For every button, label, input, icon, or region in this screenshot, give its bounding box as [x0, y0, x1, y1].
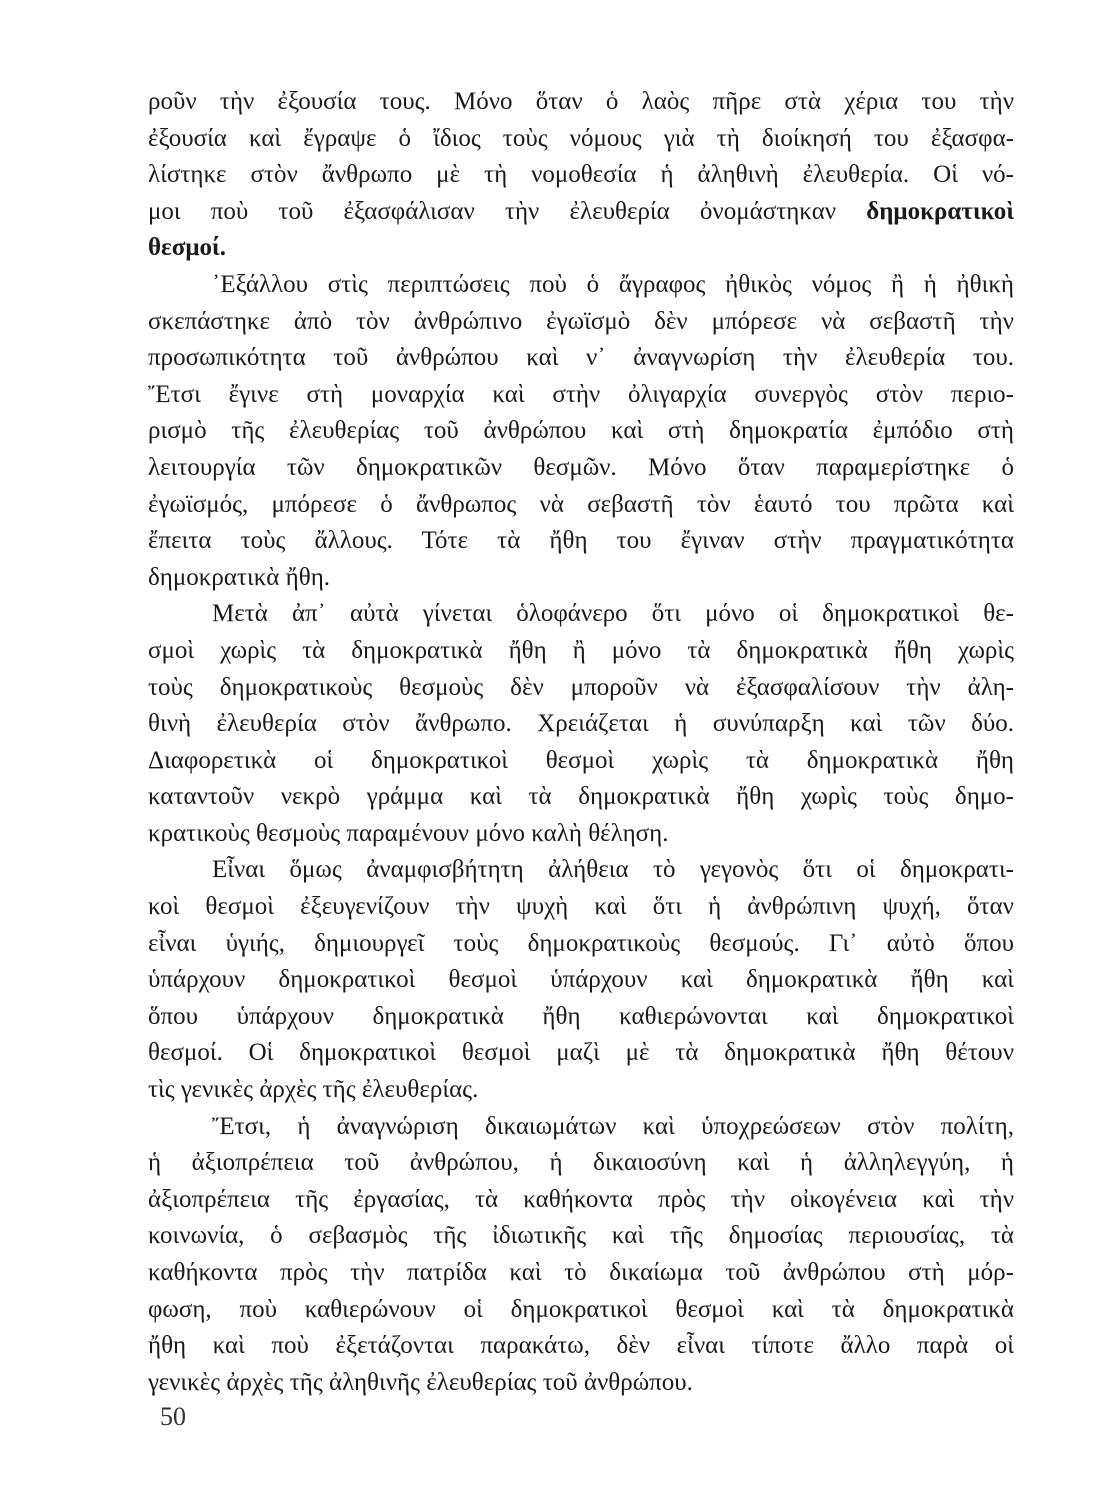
line-text: Διαφορετικὰ οἱ δημοκρατικοὶ θεσμοὶ χωρὶς τὰ δημοκρατικὰ ἤθη	[148, 746, 1014, 774]
line-text: φωση, ποὺ καθιερώνουν οἱ δημοκρατικοὶ θεσμοὶ καὶ τὰ δημοκρατικὰ	[148, 1295, 1014, 1323]
line-text: ᾿Εξάλλου στὶς περιπτώσεις ποὺ ὁ ἄγραφος ἠθικὸς νόμος ἢ ἡ ἠθικὴ	[212, 270, 1014, 298]
text-line	[148, 1365, 1014, 1402]
line-text: λειτουργία τῶν δημοκρατικῶν θεσμῶν. Μόνο ὅταν παραμερίστηκε ὁ	[148, 453, 1014, 481]
line-text: λίστηκε στὸν ἄνθρωπο μὲ τὴ νομοθεσία ἡ ἀληθινὴ ἐλευθερία. Οἱ νό-	[148, 161, 1014, 189]
page-body	[148, 84, 1014, 1401]
line-text: ἤθη καὶ ποὺ ἐξετάζονται παρακάτω, δὲν εἶναι τίποτε ἄλλο παρὰ οἱ	[148, 1332, 1014, 1360]
paragraph	[148, 1109, 1014, 1402]
line-text: Εἶναι ὅμως ἀναμφισβήτητη ἀλήθεια τὸ γεγονὸς ὅτι οἱ δημοκρατι-	[212, 856, 1014, 884]
text-line	[148, 84, 1014, 121]
line-text: ἡ ἀξιοπρέπεια τοῦ ἀνθρώπου, ἡ δικαιοσύνη καὶ ἡ ἀλληλεγγύη, ἡ	[148, 1149, 1014, 1177]
page-number: 50	[160, 1402, 186, 1431]
text-line	[148, 962, 1014, 999]
text-line	[148, 889, 1014, 926]
text-line	[148, 1109, 1014, 1146]
text-line	[148, 340, 1014, 377]
text-line	[148, 816, 1014, 853]
text-line	[148, 413, 1014, 450]
text-line	[148, 1035, 1014, 1072]
text-line	[148, 450, 1014, 487]
line-text: κοινωνία, ὁ σεβασμὸς τῆς ἰδιωτικῆς καὶ τῆς δημοσίας περιουσίας, τὰ	[148, 1222, 1014, 1250]
line-text: Ἔτσι ἔγινε στὴ μοναρχία καὶ στὴν ὀλιγαρχία συνεργὸς στὸν περιο-	[148, 380, 1014, 408]
line-text: σκεπάστηκε ἀπὸ τὸν ἀνθρώπινο ἐγωϊσμὸ δὲν μπόρεσε νὰ σεβαστῆ τὴν	[148, 307, 1014, 335]
line-text: γενικὲς ἀρχὲς τῆς ἀληθινῆς ἐλευθερίας τοῦ ἀνθρώπου.	[148, 1368, 693, 1396]
line-text: προσωπικότητα τοῦ ἀνθρώπου καὶ ν᾿ ἀναγνωρίση τὴν ἐλευθερία του.	[148, 344, 1014, 372]
line-text: ρισμὸ τῆς ἐλευθερίας τοῦ ἀνθρώπου καὶ στὴ δημοκρατία ἐμπόδιο στὴ	[148, 417, 1014, 445]
line-text: ὑπάρχουν δημοκρατικοὶ θεσμοὶ ὑπάρχουν καὶ δημοκρατικὰ ἤθη καὶ	[148, 966, 1014, 994]
text-line	[148, 1328, 1014, 1365]
line-text: κρατικοὺς θεσμοὺς παραμένουν μόνο καλὴ θέληση.	[148, 819, 669, 847]
paragraph	[148, 852, 1014, 1108]
text-line	[148, 1072, 1014, 1109]
text-line	[148, 560, 1014, 597]
line-text: κοὶ θεσμοὶ ἐξευγενίζουν τὴν ψυχὴ καὶ ὅτι ἡ ἀνθρώπινη ψυχή, ὅταν	[148, 893, 1014, 921]
line-text: ὅπου ὑπάρχουν δημοκρατικὰ ἤθη καθιερώνονται καὶ δημοκρατικοὶ	[148, 1002, 1014, 1030]
text-line	[148, 926, 1014, 963]
text-line	[148, 230, 1014, 267]
line-text: εἶναι ὑγιής, δημιουργεῖ τοὺς δημοκρατικοὺς θεσμούς. Γι᾿ αὐτὸ ὅπου	[148, 929, 1014, 957]
bold-term: θεσμοί.	[148, 234, 227, 262]
text-line	[148, 304, 1014, 341]
text-line	[148, 157, 1014, 194]
text-line	[148, 1218, 1014, 1255]
line-text: θινὴ ἐλευθερία στὸν ἄνθρωπο. Χρειάζεται ἡ συνύπαρξη καὶ τῶν δύο.	[148, 710, 1014, 738]
text-line	[148, 706, 1014, 743]
text-line	[148, 1292, 1014, 1329]
text-line	[148, 779, 1014, 816]
text-line	[148, 523, 1014, 560]
paragraph	[148, 84, 1014, 267]
line-text: καταντοῦν νεκρὸ γράμμα καὶ τὰ δημοκρατικὰ ἤθη χωρὶς τοὺς δημο-	[148, 783, 1014, 811]
text-line	[148, 121, 1014, 158]
paragraph	[148, 267, 1014, 596]
line-text: ροῦν τὴν ἐξουσία τους. Μόνο ὅταν ὁ λαὸς πῆρε στὰ χέρια του τὴν	[148, 88, 1014, 115]
line-text: τὶς γενικὲς ἀρχὲς τῆς ἐλευθερίας.	[148, 1076, 479, 1104]
text-line	[148, 1182, 1014, 1219]
line-text: Ἔτσι, ἡ ἀναγνώριση δικαιωμάτων καὶ ὑποχρεώσεων στὸν πολίτη,	[212, 1112, 1014, 1140]
text-line	[148, 596, 1014, 633]
text-line	[148, 743, 1014, 780]
line-text: τοὺς δημοκρατικοὺς θεσμοὺς δὲν μποροῦν νὰ ἐξασφαλίσουν τὴν ἀλη-	[148, 673, 1014, 701]
text-line	[148, 670, 1014, 707]
line-text: ἔπειτα τοὺς ἄλλους. Τότε τὰ ἤθη του ἔγιναν στὴν πραγματικότητα	[148, 527, 1014, 555]
text-line	[148, 487, 1014, 524]
line-text: θεσμοί. Οἱ δημοκρατικοὶ θεσμοὶ μαζὶ μὲ τὰ δημοκρατικὰ ἤθη θέτουν	[148, 1039, 1014, 1067]
text-line	[148, 852, 1014, 889]
line-text: Μετὰ ἀπ᾿ αὐτὰ γίνεται ὁλοφάνερο ὅτι μόνο οἱ δημοκρατικοὶ θε-	[212, 600, 1014, 628]
line-text: ἀξιοπρέπεια τῆς ἐργασίας, τὰ καθήκοντα πρὸς τὴν οἰκογένεια καὶ τὴν	[148, 1185, 1014, 1213]
line-text: καθήκοντα πρὸς τὴν πατρίδα καὶ τὸ δικαίωμα τοῦ ἀνθρώπου στὴ μόρ-	[148, 1259, 1014, 1286]
text-line	[148, 633, 1014, 670]
paragraph	[148, 596, 1014, 852]
bold-term: δημοκρατικοὶ	[866, 197, 1014, 225]
text-line	[148, 999, 1014, 1036]
line-text: δημοκρατικὰ ἤθη.	[148, 563, 331, 591]
line-text: ἐξουσία καὶ ἔγραψε ὁ ἴδιος τοὺς νόμους γιὰ τὴ διοίκησή του ἐξασφα-	[148, 124, 1014, 152]
text-line	[148, 377, 1014, 414]
line-text: ἐγωϊσμός, μπόρεσε ὁ ἄνθρωπος νὰ σεβαστῆ τὸν ἑαυτό του πρῶτα καὶ	[148, 490, 1014, 518]
text-line	[148, 1145, 1014, 1182]
text-line	[148, 1255, 1014, 1292]
text-line	[148, 267, 1014, 304]
text-line	[148, 194, 1014, 231]
line-text: σμοὶ χωρὶς τὰ δημοκρατικὰ ἤθη ἢ μόνο τὰ δημοκρατικὰ ἤθη χωρὶς	[148, 636, 1014, 664]
line-text: μοι ποὺ τοῦ ἐξασφάλισαν τὴν ἐλευθερία ὀνομάστηκαν	[148, 197, 867, 225]
